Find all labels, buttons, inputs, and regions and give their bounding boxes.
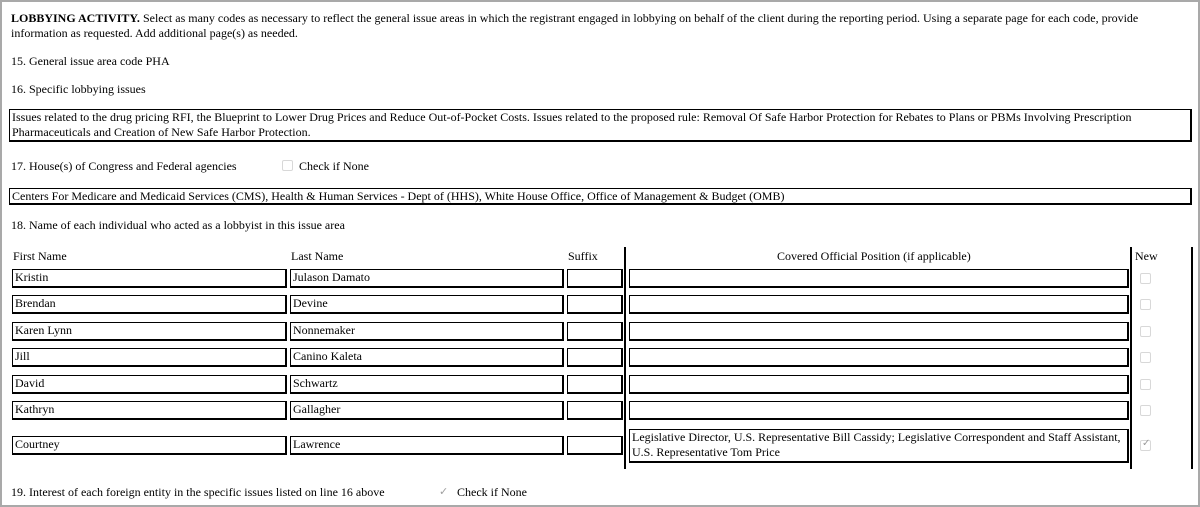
new-checkbox[interactable]	[1140, 405, 1151, 416]
last-name-field[interactable]: Nonnemaker	[290, 322, 564, 341]
intro-paragraph	[11, 11, 1189, 41]
covered-position-field[interactable]: Legislative Director, U.S. Representative Bill Cassidy; Legislative Correspondent and Staff Assistant, U.S. Representative Tom Price	[629, 429, 1129, 463]
covered-position-field[interactable]	[629, 401, 1129, 420]
line-19-label: 19. Interest of each foreign entity in the specific issues listed on line 16 above	[11, 485, 385, 499]
last-name-field[interactable]: Canino Kaleta	[290, 348, 564, 367]
line-16-label: 16. Specific lobbying issues	[11, 82, 146, 96]
column-divider	[1191, 247, 1193, 469]
first-name-field[interactable]: Courtney	[12, 436, 287, 455]
new-checkbox[interactable]	[1140, 299, 1151, 310]
intro-heading: LOBBYING ACTIVITY.	[11, 11, 140, 25]
column-divider	[624, 247, 626, 469]
covered-position-field[interactable]	[629, 375, 1129, 394]
first-name-field[interactable]: Karen Lynn	[12, 322, 287, 341]
line-17-label: 17. House(s) of Congress and Federal agencies	[11, 159, 237, 173]
suffix-field[interactable]	[567, 348, 623, 367]
line-15-label: 15. General issue area code PHA	[11, 54, 170, 68]
line-17-check-label: Check if None	[299, 159, 369, 173]
suffix-field[interactable]	[567, 375, 623, 394]
header-new: New	[1135, 249, 1158, 263]
suffix-field[interactable]	[567, 322, 623, 341]
first-name-field[interactable]: Brendan	[12, 295, 287, 314]
new-checkbox[interactable]	[1140, 379, 1151, 390]
header-covered-position: Covered Official Position (if applicable)	[777, 249, 971, 263]
last-name-field[interactable]: Gallagher	[290, 401, 564, 420]
intro-text: Select as many codes as necessary to reflect the general issue areas in which the registrant engaged in lobbying on behalf of the client during the reporting period. Using a separate page for each code, provide information as requested. Add additional page(s) as needed.	[11, 11, 1139, 40]
covered-position-field[interactable]	[629, 269, 1129, 288]
line-19-none-checkbox[interactable]: ✓	[439, 485, 449, 498]
covered-position-field[interactable]	[629, 295, 1129, 314]
first-name-field[interactable]: Jill	[12, 348, 287, 367]
last-name-field[interactable]: Schwartz	[290, 375, 564, 394]
last-name-field[interactable]: Lawrence	[290, 436, 564, 455]
column-divider	[1130, 247, 1132, 469]
suffix-field[interactable]	[567, 269, 623, 288]
first-name-field[interactable]: Kathryn	[12, 401, 287, 420]
new-checkbox[interactable]	[1140, 352, 1151, 363]
last-name-field[interactable]: Julason Damato	[290, 269, 564, 288]
header-first-name: First Name	[13, 249, 67, 263]
suffix-field[interactable]	[567, 295, 623, 314]
last-name-field[interactable]: Devine	[290, 295, 564, 314]
line-18-label: 18. Name of each individual who acted as a lobbyist in this issue area	[11, 218, 345, 232]
first-name-field[interactable]: David	[12, 375, 287, 394]
new-checkbox[interactable]	[1140, 273, 1151, 284]
first-name-field[interactable]: Kristin	[12, 269, 287, 288]
line-17-none-checkbox[interactable]	[282, 160, 293, 171]
specific-issues-field[interactable]: Issues related to the drug pricing RFI, the Blueprint to Lower Drug Prices and Reduce Out-of-Pocket Costs. Issues related to the proposed rule: Removal Of Safe Harbor Protection for Rebates to Plans or PBMs Involving Prescription Pharmaceuticals and Creation of New Safe Harbor Protection.	[9, 109, 1192, 142]
agencies-field[interactable]: Centers For Medicare and Medicaid Services (CMS), Health & Human Services - Dept of (HHS), White House Office, Office of Management & Budget (OMB)	[9, 188, 1192, 205]
new-checkbox[interactable]	[1140, 440, 1151, 451]
suffix-field[interactable]	[567, 401, 623, 420]
line-19-check-label: Check if None	[457, 485, 527, 499]
header-last-name: Last Name	[291, 249, 344, 263]
new-checkbox[interactable]	[1140, 326, 1151, 337]
suffix-field[interactable]	[567, 436, 623, 455]
header-suffix: Suffix	[568, 249, 598, 263]
covered-position-field[interactable]	[629, 348, 1129, 367]
covered-position-field[interactable]	[629, 322, 1129, 341]
